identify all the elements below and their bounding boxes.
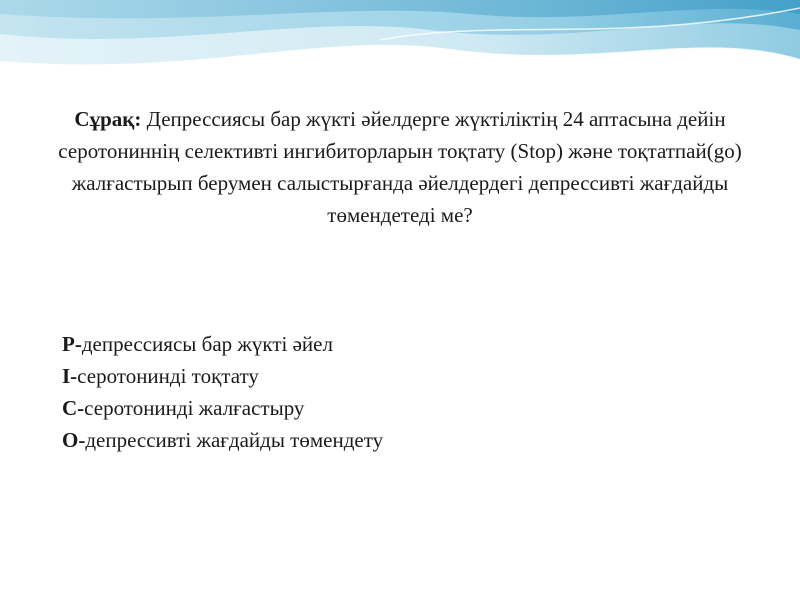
- wave-header-decoration: [0, 0, 800, 100]
- pico-letter: O-: [62, 428, 86, 452]
- pico-letter: I-: [62, 364, 78, 388]
- pico-text: серотонинді жалғастыру: [84, 396, 305, 420]
- pico-item-i: [62, 360, 383, 392]
- question-label: Сұрақ:: [74, 107, 142, 131]
- pico-item-o: [62, 424, 383, 456]
- pico-text: депрессивті жағдайды төмендету: [85, 428, 384, 452]
- pico-item-p: [62, 328, 383, 360]
- pico-text: депрессиясы бар жүкті әйел: [81, 332, 333, 356]
- pico-list: [62, 328, 383, 456]
- pico-item-c: [62, 392, 383, 424]
- research-question: [40, 103, 760, 231]
- pico-letter: C-: [62, 396, 85, 420]
- question-text: Депрессиясы бар жүкті әйелдерге жүктіліктің 24 аптасына дейін серотониннің селективті ингибиторларын тоқтату (Stop) және тоқтатпай(go) жалғастырып берумен салыстырғанда әйелдердегі депрессивті жағдайды төмендетеді ме?: [58, 107, 742, 227]
- pico-letter: P-: [62, 332, 82, 356]
- pico-text: серотонинді тоқтату: [77, 364, 259, 388]
